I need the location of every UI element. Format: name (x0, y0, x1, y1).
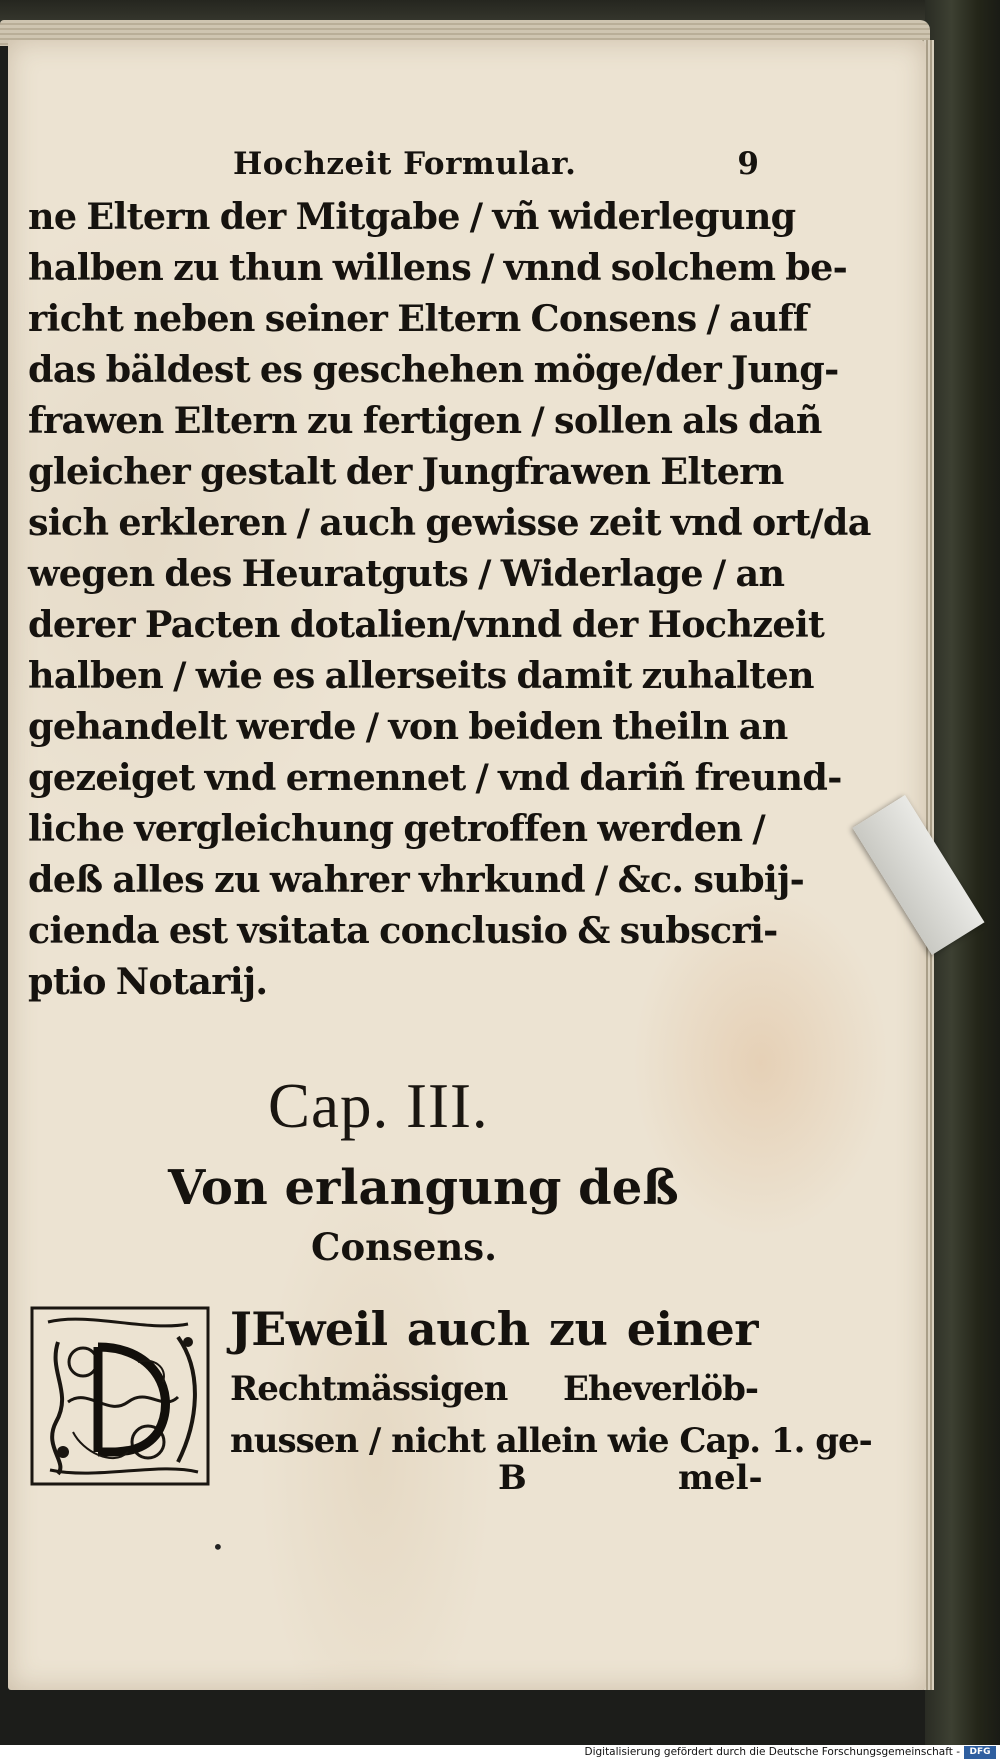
text-line: richt neben seiner Eltern Consens / auff (28, 297, 808, 340)
text-line: ne Eltern der Mitgabe / vñ widerlegung (28, 195, 796, 238)
paragraph-two (230, 1298, 872, 1468)
text-line: frawen Eltern zu fertigen / sollen als dañ (28, 399, 822, 442)
margin-mark: • (212, 1535, 224, 1559)
catchword: mel- (678, 1458, 763, 1498)
text-line: gehandelt werde / von beiden theiln an (28, 705, 788, 748)
body-text (28, 192, 871, 1008)
text-line: Rechtmässigen Eheverlöb- (230, 1369, 758, 1409)
text-line: halben zu thun willens / vnnd solchem be- (28, 246, 848, 289)
text-column (28, 146, 871, 1008)
chapter-number: Cap. III. (268, 1071, 489, 1141)
text-line: ptio Notarij. (28, 960, 268, 1003)
text-line: wegen des Heuratguts / Widerlage / an (28, 552, 785, 595)
running-head-title: Hochzeit Formular. (233, 146, 577, 182)
text-line: sich erkleren / auch gewisse zeit vnd ort/da (28, 501, 871, 544)
book-page (8, 40, 926, 1690)
text-line: JEweil auch zu einer (230, 1302, 758, 1356)
text-line: halben / wie es allerseits damit zuhalten (28, 654, 814, 697)
chapter-subtitle: Consens. (311, 1225, 498, 1269)
decorated-initial-d-icon (28, 1302, 214, 1492)
page-number: 9 (737, 146, 759, 182)
signature-mark: B (498, 1458, 527, 1498)
text-line: nussen / nicht allein wie Cap. 1. ge- (230, 1421, 872, 1461)
text-line: liche vergleichung getroffen werden / (28, 807, 765, 850)
chapter-title: Von erlangung deß (168, 1160, 679, 1216)
text-line: deß alles zu wahrer vhrkund / &c. subij- (28, 858, 805, 901)
text-line: derer Pacten dotalien/vnnd der Hochzeit (28, 603, 825, 646)
text-line: gezeiget vnd ernennet / vnd dariñ freund- (28, 756, 842, 799)
text-line: das bäldest es geschehen möge/der Jung- (28, 348, 839, 391)
footer-bar (0, 1745, 1000, 1760)
text-line: gleicher gestalt der Jungfrawen Eltern (28, 450, 784, 493)
dfg-logo-icon: DFG (964, 1746, 996, 1759)
footer-credit: Digitalisierung gefördert durch die Deutsche Forschungsgemeinschaft - (584, 1746, 960, 1758)
running-head (28, 146, 758, 192)
text-line: cienda est vsitata conclusio & subscri- (28, 909, 778, 952)
